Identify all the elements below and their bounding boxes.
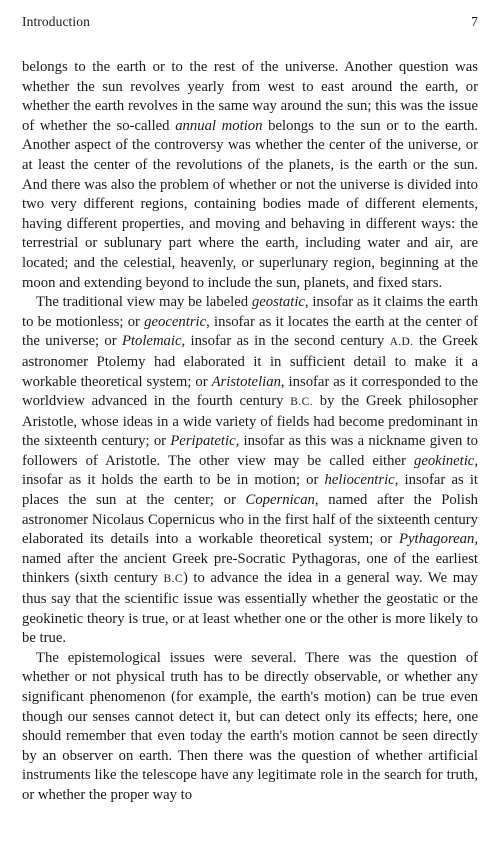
italic-term: geokinetic [413, 452, 475, 469]
paragraph [22, 293, 478, 649]
italic-term: heliocentric [324, 472, 395, 489]
text-run: The epistemological issues were several. There was the question of whether or not physical truth has to be directly observable, or whether any significant phenomenon (for example, the earth's motion) can be true even though our senses cannot detect it, but can detect only its effects; here, one should remember that even today the earth's motion cannot be seen directly by an observer on earth. Then there was the question of whether artificial instruments like the telescope have any legitimate role in the search for truth, or whether the proper way to [22, 649, 478, 803]
italic-term: Ptolemaic [121, 333, 182, 350]
era-abbreviation: B.C. [290, 396, 313, 409]
paragraph [22, 649, 478, 806]
text-run: ) to advance the idea in a general way. We may thus say that the scientific issue was essentially whether the geostatic or the geokinetic theory is true, or at least whether one or the other is more likely to be true. [22, 570, 478, 647]
text-run: belongs to the sun or to the earth. Another aspect of the controversy was whether the center of the universe, or at least the center of the revolutions of the planets, is the earth or the sun. And there was also the problem of whether or not the universe is divided into two very different regions, containing bodies made of different elements, having different properties, and moving and behaving in different ways: the terrestrial or sublunary part where the earth, including water and air, are located; and the celestial, heavenly, or superlunary region, beginning at the moon and extending beyond to include the sun, planets, and fixed stars. [22, 117, 478, 291]
text-run: , insofar as it claims the earth to be motionless; or [22, 294, 478, 330]
text-run: , insofar as it corresponded to the worldview advanced in the fourth century [22, 373, 478, 410]
italic-term: geostatic [251, 294, 305, 311]
italic-term: Copernican [245, 492, 315, 509]
paragraph [22, 58, 478, 293]
text-run: , insofar as it holds the earth to be in motion; or [22, 452, 478, 489]
italic-term: Pythagorean [399, 531, 475, 548]
text-run: by the Greek philosopher Aristotle, whose ideas in a wide variety of fields had become predominant in the sixteenth century; or [22, 393, 478, 450]
era-abbreviation: B.C [163, 573, 183, 586]
section-title: Introduction [22, 14, 90, 29]
text-run: the Greek astronomer Ptolemy had elaborated it in sufficient detail to make it a workable theoretical system; or [22, 333, 478, 390]
body-text [22, 58, 478, 806]
italic-term: geocentric [144, 313, 207, 330]
text-run: belongs to the earth or to the rest of the universe. Another question was whether the sun revolves yearly from west to east around the earth, or whether the earth revolves in the same way around the sun; this was the issue of whether the so-called [22, 59, 478, 134]
page-number: 7 [471, 14, 478, 29]
text-run: The traditional view may be labeled [36, 294, 252, 311]
italic-term: Peripatetic [170, 433, 236, 450]
running-head [22, 14, 478, 30]
text-run: , named after the ancient Greek pre-Socratic Pythagoras, one of the earliest thinkers (sixth century [22, 531, 478, 587]
text-run: , insofar as this was a nickname given to followers of Aristotle. The other view may be called either [22, 433, 478, 469]
text-run: , insofar as it locates the earth at the center of the universe; or [22, 313, 478, 350]
italic-term: Aristotelian [211, 373, 281, 390]
text-run: , named after the Polish astronomer Nicolaus Copernicus who in the first half of the sixteenth century elaborated its details into a workable theoretical system; or [22, 492, 478, 548]
era-abbreviation: A.D. [389, 336, 414, 349]
italic-term: annual motion [175, 117, 263, 134]
text-run: , insofar as in the second century [181, 333, 390, 350]
book-page [22, 14, 478, 806]
text-run: , insofar as it places the sun at the center; or [22, 472, 478, 509]
